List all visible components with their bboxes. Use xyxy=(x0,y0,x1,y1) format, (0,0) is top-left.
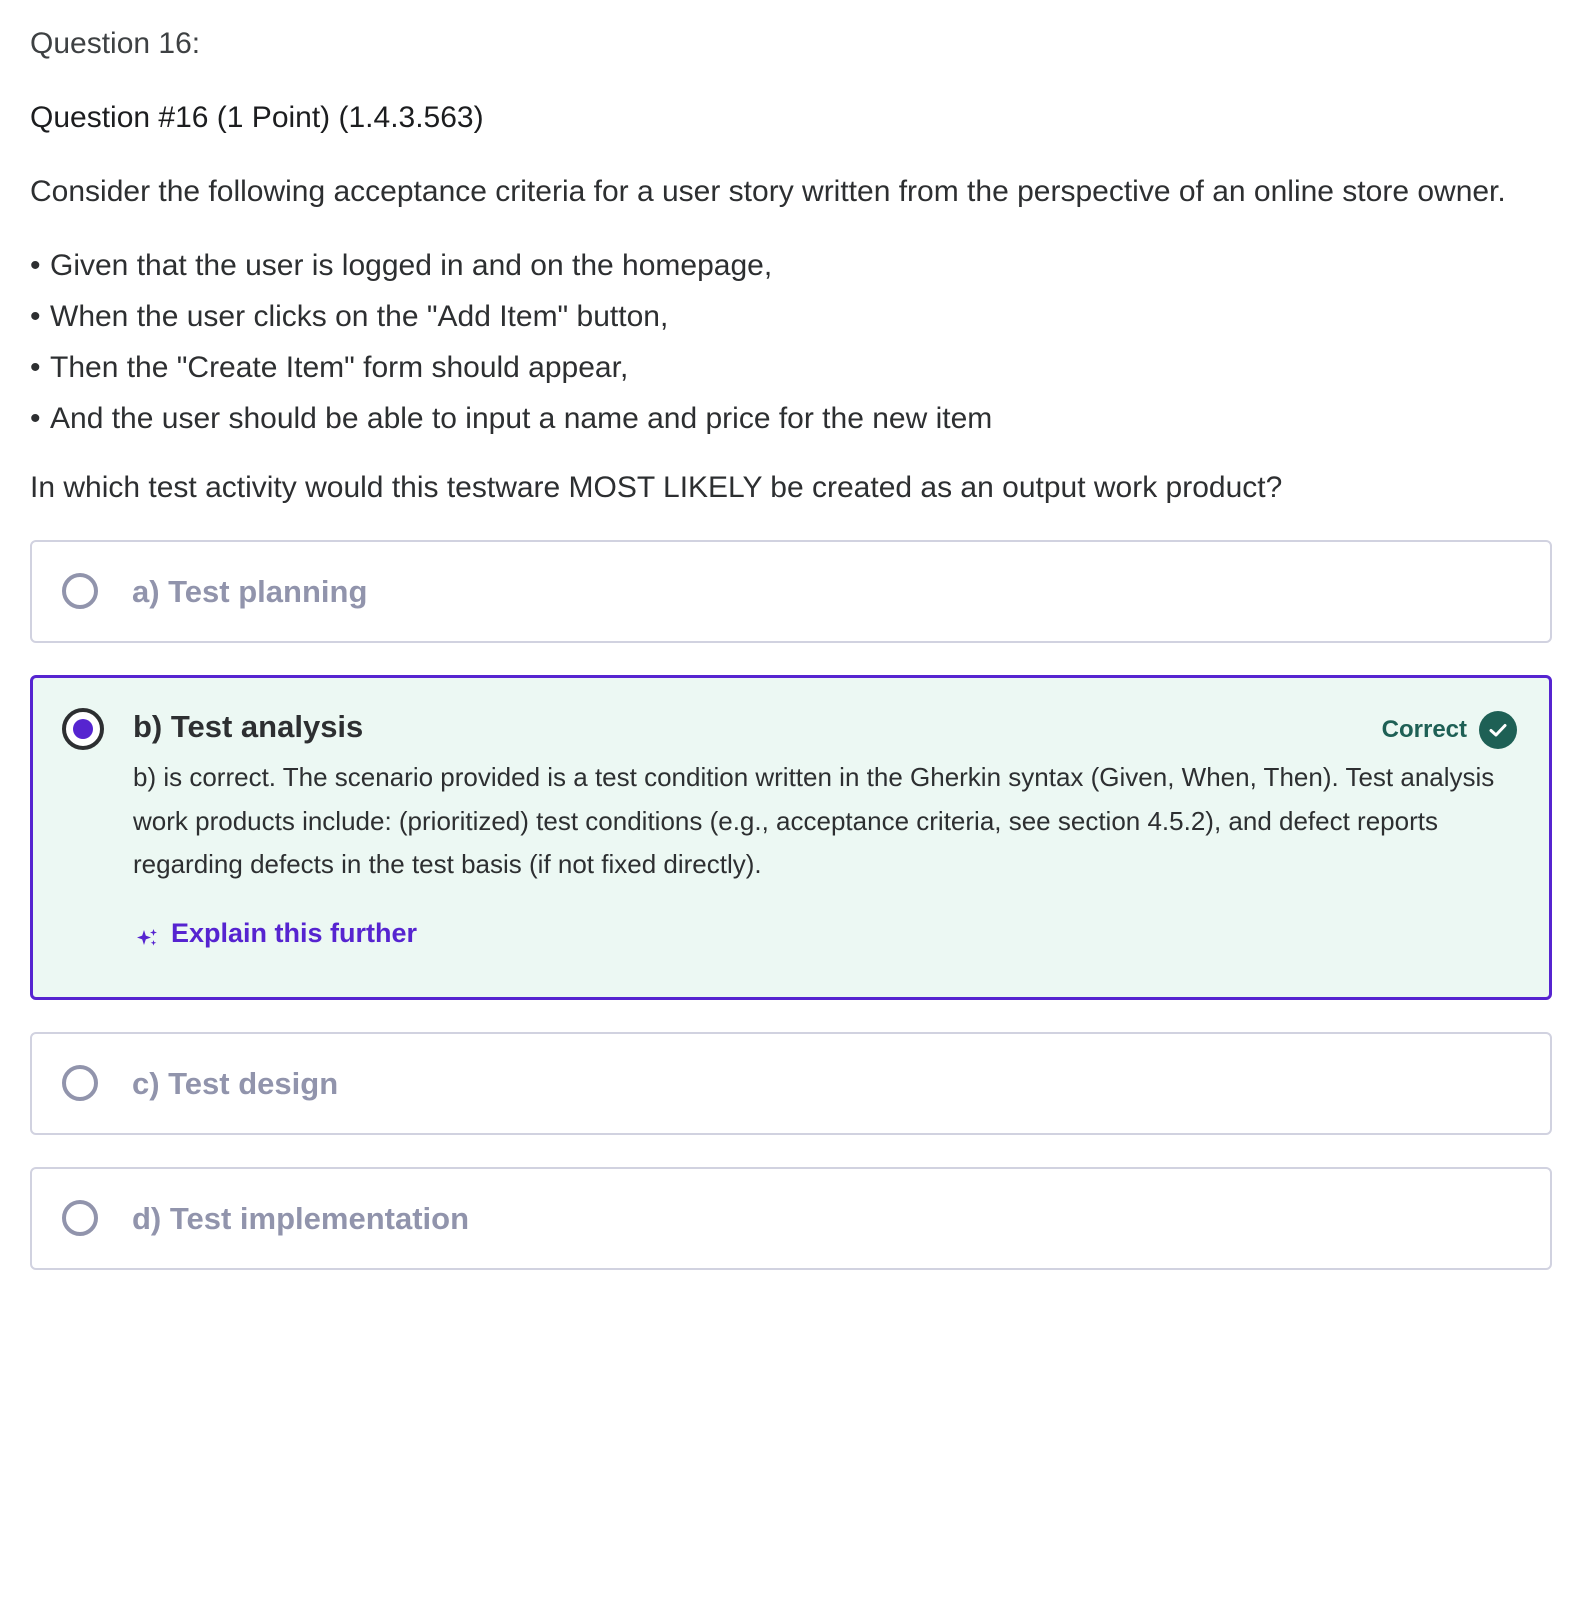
radio-dot xyxy=(73,719,93,739)
bullet: • xyxy=(30,249,41,282)
radio-button-selected[interactable] xyxy=(62,708,104,750)
answer-option-a[interactable] xyxy=(30,540,1552,643)
explain-further-button[interactable] xyxy=(135,913,417,953)
answer-option-b[interactable] xyxy=(30,675,1552,1000)
correct-status-text: Correct xyxy=(1381,716,1467,743)
criteria-item xyxy=(30,240,1552,291)
bullet: • xyxy=(30,402,41,435)
criteria-item-text: Then the "Create Item" form should appear, xyxy=(50,351,629,384)
criteria-item-text: When the user clicks on the "Add Item" button, xyxy=(50,300,669,333)
radio-button[interactable] xyxy=(62,1065,98,1101)
answer-option-label: d) Test implementation xyxy=(132,1201,470,1236)
bullet: • xyxy=(30,300,41,333)
acceptance-criteria-list xyxy=(30,240,1552,444)
answer-option-c[interactable] xyxy=(30,1032,1552,1135)
answer-explanation: b) is correct. The scenario provided is a test condition written in the Gherkin syntax (Given, When, Then). Test analysis work products include: (prioritized) test conditions (e.g., acceptance criteria, see section 4.5.2), and defect reports regarding defects in the test basis (if not fixed directly). xyxy=(133,762,1495,879)
criteria-item xyxy=(30,393,1552,444)
radio-button[interactable] xyxy=(62,1200,98,1236)
sparkle-icon xyxy=(135,921,159,945)
question-prompt: In which test activity would this testware MOST LIKELY be created as an output work product? xyxy=(30,471,1283,504)
criteria-item-text: Given that the user is logged in and on the homepage, xyxy=(50,249,773,282)
explain-further-label: Explain this further xyxy=(171,918,418,948)
radio-button[interactable] xyxy=(62,573,98,609)
answer-option-label: c) Test design xyxy=(132,1066,339,1101)
criteria-item-text: And the user should be able to input a name and price for the new item xyxy=(50,402,993,435)
check-circle-icon xyxy=(1479,711,1517,749)
question-intro: Consider the following acceptance criteria for a user story written from the perspective of an online store owner. xyxy=(30,175,1506,208)
answer-option-label: b) Test analysis xyxy=(133,709,364,744)
criteria-item xyxy=(30,291,1552,342)
answer-option-d[interactable] xyxy=(30,1167,1552,1270)
question-number-label: Question 16: xyxy=(30,27,201,60)
criteria-item xyxy=(30,342,1552,393)
correct-badge xyxy=(1382,710,1517,750)
question-heading: Question #16 (1 Point) (1.4.3.563) xyxy=(30,101,484,134)
bullet: • xyxy=(30,351,41,384)
answer-option-label: a) Test planning xyxy=(132,574,368,609)
